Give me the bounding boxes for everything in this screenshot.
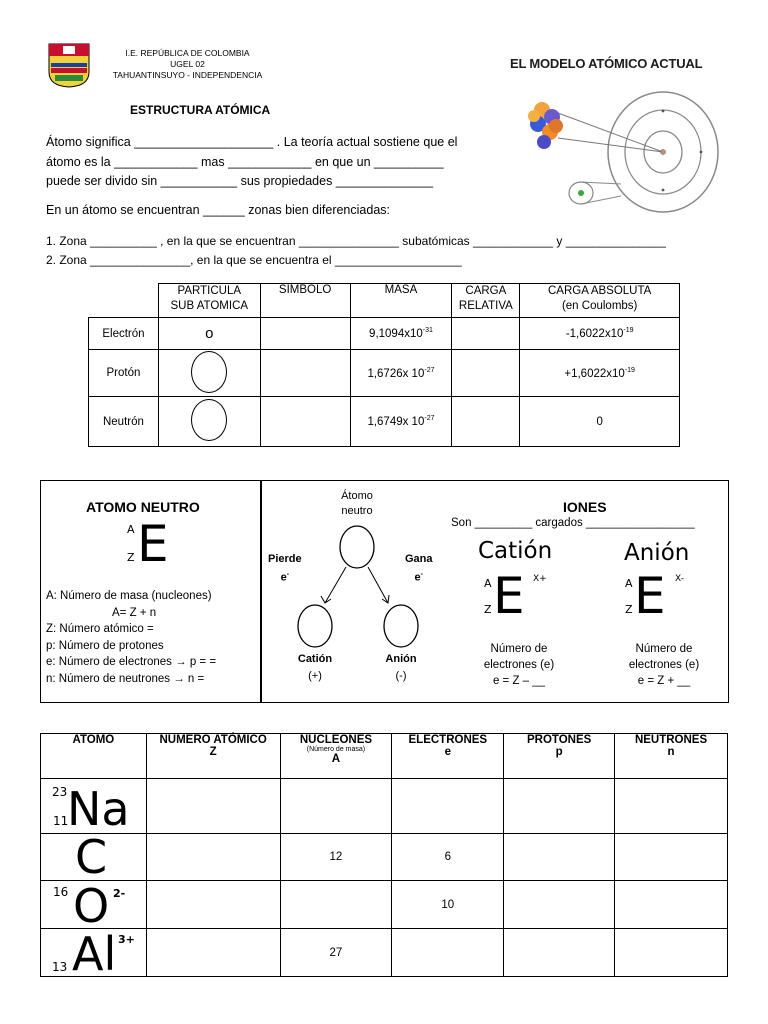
atomic-number-cell[interactable] <box>146 834 280 881</box>
neutral-atom-label-2: neutro <box>341 505 373 517</box>
mass-number-def: A: Número de masa (nucleones) <box>46 590 212 602</box>
protons-cell[interactable] <box>504 834 615 881</box>
anion-symbol-E: E <box>634 567 666 625</box>
table-row <box>41 779 728 834</box>
school-name: I.E. REPÚBLICA DE COLOMBIA <box>125 48 250 58</box>
header-relative-charge: CARGA RELATIVA <box>452 284 520 318</box>
district-line: TAHUANTINSUYO - INDEPENDENCIA <box>112 70 263 80</box>
electrons-cell[interactable]: 6 <box>392 834 504 881</box>
relative-charge-cell[interactable] <box>452 350 520 397</box>
lose-electron: e- <box>280 571 290 584</box>
anion-label: Anión <box>624 540 690 566</box>
school-logo <box>47 42 91 88</box>
header-nucleons: NUCLEONES (Número de masa) A <box>280 734 392 779</box>
header-mass: MASA <box>350 284 452 318</box>
atomic-number-cell[interactable] <box>146 929 280 977</box>
ion-formation-diagram <box>263 481 483 702</box>
neutrons-cell[interactable] <box>615 881 728 929</box>
absolute-charge-value: 0 <box>520 397 680 447</box>
protons-cell[interactable] <box>504 779 615 834</box>
mass-value: 1,6726x $10^{-27}$ <box>350 350 452 397</box>
particles-table <box>88 283 680 447</box>
header-atom: ATOMO <box>41 734 147 779</box>
cation-electrons-label-2: electrones (e) <box>483 659 555 671</box>
zone-item-1: 1. Zona __________ , en la que se encuentran _______________ subatómicas ____________ y _______________ <box>46 234 666 248</box>
electrons-cell[interactable]: 10 <box>392 881 504 929</box>
cation-charge: X+ <box>533 574 547 584</box>
neutral-atom-label: Átomo <box>341 490 373 502</box>
anion-electron-formula: e = Z + __ <box>637 675 691 687</box>
element-symbol-E: E <box>137 515 169 573</box>
absolute-charge-value: $-1,6022x10^{-19}$ <box>520 318 680 350</box>
neutrons-cell[interactable] <box>615 929 728 977</box>
table-row <box>89 350 680 397</box>
cation-z-label: Z <box>484 603 492 616</box>
table-row <box>89 397 680 447</box>
proton-symbol-oval[interactable] <box>158 350 260 397</box>
relative-charge-cell[interactable] <box>452 397 520 447</box>
anion-diagram-label: Anión <box>385 653 417 665</box>
cation-mass-label: A <box>484 577 492 590</box>
anion-electrons-label: Número de <box>635 643 693 655</box>
cation-diagram-label: Catión <box>297 653 333 665</box>
cation-sign: (+) <box>308 670 322 682</box>
nucleons-cell[interactable]: 12 <box>280 834 392 881</box>
atom-model-illustration <box>520 80 720 215</box>
mass-number-label: A <box>127 523 135 536</box>
intro-line-1: Átomo significa ____________________ . La teoría actual sostiene que el <box>46 135 458 149</box>
nucleons-cell[interactable]: 27 <box>280 929 392 977</box>
electrons-cell[interactable] <box>392 929 504 977</box>
electron-symbol: o <box>158 318 260 350</box>
doc-title: EL MODELO ATÓMICO ACTUAL <box>510 56 703 71</box>
particle-name: Neutrón <box>89 397 159 447</box>
header-absolute-charge: CARGA ABSOLUTA (en Coulombs) <box>520 284 680 318</box>
table-row <box>41 834 728 881</box>
cation-electron-formula: e = Z – __ <box>492 675 546 687</box>
mass-value: 1,6749x $10^{-27}$ <box>350 397 452 447</box>
ions-title: IONES <box>563 499 607 515</box>
neutrons-cell[interactable] <box>615 779 728 834</box>
header-protons: PROTONES p <box>504 734 615 779</box>
header-neutrons: NEUTRONES n <box>615 734 728 779</box>
table-row <box>89 318 680 350</box>
particle-name: Protón <box>89 350 159 397</box>
atomic-number-cell[interactable] <box>146 881 280 929</box>
atomic-number-def: Z: Número atómico = <box>46 623 154 635</box>
anion-electrons-label-2: electrones (e) <box>628 659 700 671</box>
atom-notation-al: 13 Al 3+ <box>41 929 147 977</box>
ugel-line: UGEL 02 <box>170 59 205 69</box>
anion-sign: (-) <box>395 670 407 682</box>
electrons-def: e: Número de electrones → p = = <box>46 656 217 668</box>
lose-label: Pierde <box>268 553 302 565</box>
section-title: ESTRUCTURA ATÓMICA <box>130 103 271 117</box>
anion-mass-label: A <box>625 577 633 590</box>
atomic-number-label: Z <box>127 551 135 564</box>
particle-name: Electrón <box>89 318 159 350</box>
nucleons-cell[interactable] <box>280 779 392 834</box>
atomic-number-cell[interactable] <box>146 779 280 834</box>
cation-label: Catión <box>478 538 553 564</box>
table-row <box>41 929 728 977</box>
atom-notation-na: 23 11 Na <box>41 779 147 834</box>
table-row <box>41 881 728 929</box>
neutrons-cell[interactable] <box>615 834 728 881</box>
mass-formula: A= Z + n <box>112 606 157 619</box>
header-symbol: SIMBOLO <box>260 284 350 318</box>
atom-notation-c: C <box>41 834 147 881</box>
neutrons-def: n: Número de neutrones → n = <box>46 672 205 685</box>
neutron-symbol-oval[interactable] <box>158 397 260 447</box>
intro-line-2: átomo es la ____________ mas ____________ en que un __________ <box>46 155 444 169</box>
nucleons-cell[interactable] <box>280 881 392 929</box>
anion-charge: X- <box>675 574 684 584</box>
cation-symbol-E: E <box>493 567 525 625</box>
protons-def: p: Número de protones <box>46 639 164 652</box>
protons-cell[interactable] <box>504 929 615 977</box>
symbol-cell[interactable] <box>260 397 350 447</box>
anion-z-label: Z <box>625 603 633 616</box>
atom-ions-box <box>40 480 729 703</box>
atoms-table <box>40 733 728 981</box>
mass-value: $9,1094x10^{-31}$ <box>350 318 452 350</box>
cation-electrons-label: Número de <box>490 643 548 655</box>
intro-line-4: En un átomo se encuentran ______ zonas bien diferenciadas: <box>46 203 390 217</box>
relative-charge-cell[interactable] <box>452 318 520 350</box>
neutral-atom-title: ATOMO NEUTRO <box>86 499 200 515</box>
gain-electron: e- <box>414 571 423 584</box>
protons-cell[interactable] <box>504 881 615 929</box>
zone-item-2: 2. Zona _______________, en la que se encuentra el ___________________ <box>46 253 462 267</box>
header-electrons: ELECTRONES e <box>392 734 504 779</box>
gain-label: Gana <box>405 553 433 565</box>
intro-line-3: puede ser divido sin ___________ sus propiedades ______________ <box>46 174 434 188</box>
header-particle: PARTICULA SUB ATOMICA <box>158 284 260 318</box>
header-atomic-number: NUMERO ATÓMICO Z <box>146 734 280 779</box>
absolute-charge-value: $+1,6022x10^{-19}$ <box>520 350 680 397</box>
atom-notation-o: 16 O 2- <box>41 881 147 929</box>
ions-subtitle: Son _________ cargados _________________ <box>451 517 695 529</box>
symbol-cell[interactable] <box>260 318 350 350</box>
electrons-cell[interactable] <box>392 779 504 834</box>
symbol-cell[interactable] <box>260 350 350 397</box>
